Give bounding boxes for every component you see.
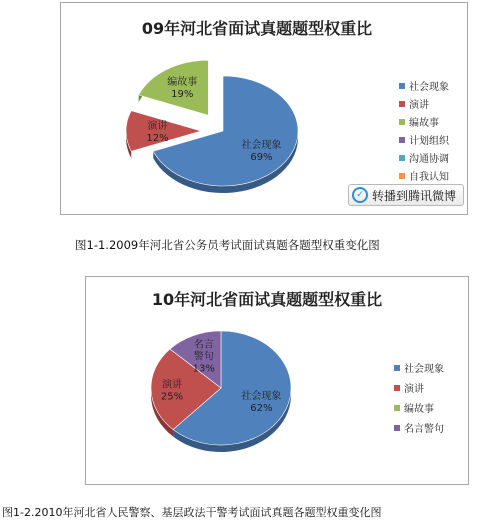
legend-swatch-沟通协调 — [399, 155, 405, 161]
tencent-weibo-icon: ✓ — [352, 187, 368, 203]
legend-swatch-演讲 — [394, 385, 400, 391]
legend-swatch-自我认知 — [399, 173, 405, 179]
legend-label-沟通协调: 沟通协调 — [409, 154, 449, 165]
chart-title: 10年河北省面试真题题型权重比 — [151, 290, 383, 309]
slice-label-演讲: 演讲 25% — [160, 379, 184, 403]
share-button-label: 转播到腾讯微博 — [372, 188, 457, 203]
legend-label-社会现象: 社会现象 — [404, 364, 444, 375]
legend — [399, 80, 450, 183]
slice-label-社会现象: 社会现象 62% — [241, 391, 282, 415]
legend-label-社会现象: 社会现象 — [409, 82, 449, 93]
share-to-tencent-weibo-button[interactable] — [348, 184, 464, 206]
legend-label-计划组织: 计划组织 — [409, 136, 449, 147]
legend-label-演讲: 演讲 — [404, 384, 424, 395]
legend-swatch-社会现象 — [394, 365, 400, 371]
slice-label-编故事: 编故事 19% — [167, 77, 198, 101]
chart-2010-svg — [86, 277, 468, 484]
legend-swatch-计划组织 — [399, 137, 405, 143]
slice-label-社会现象: 社会现象 69% — [241, 140, 282, 164]
slice-label-名言警句: 名言警句 13% — [192, 339, 215, 375]
legend-swatch-社会现象 — [399, 83, 405, 89]
legend-label-名言警句: 名言警句 — [404, 424, 444, 435]
chart-2009-svg — [61, 3, 467, 214]
legend-label-演讲: 演讲 — [409, 100, 429, 111]
legend-label-编故事: 编故事 — [409, 118, 439, 129]
legend-swatch-演讲 — [399, 101, 405, 107]
legend-swatch-编故事 — [399, 119, 405, 125]
legend-swatch-名言警句 — [394, 425, 400, 431]
legend-label-自我认知: 自我认知 — [409, 172, 449, 183]
slice-label-演讲: 演讲 12% — [146, 121, 169, 144]
caption-chart-2009: 图1-1.2009年河北省公务员考试面试真题各题型权重变化图 — [75, 238, 380, 252]
chart-2010 — [85, 276, 469, 485]
legend-label-编故事: 编故事 — [404, 404, 434, 415]
caption-chart-2010: 图1-2.2010年河北省人民警察、基层政法干警考试面试真题各题型权重变化图 — [2, 506, 382, 519]
chart-title: 09年河北省面试真题题型权重比 — [141, 19, 373, 38]
legend-swatch-编故事 — [394, 405, 400, 411]
legend — [394, 362, 444, 435]
